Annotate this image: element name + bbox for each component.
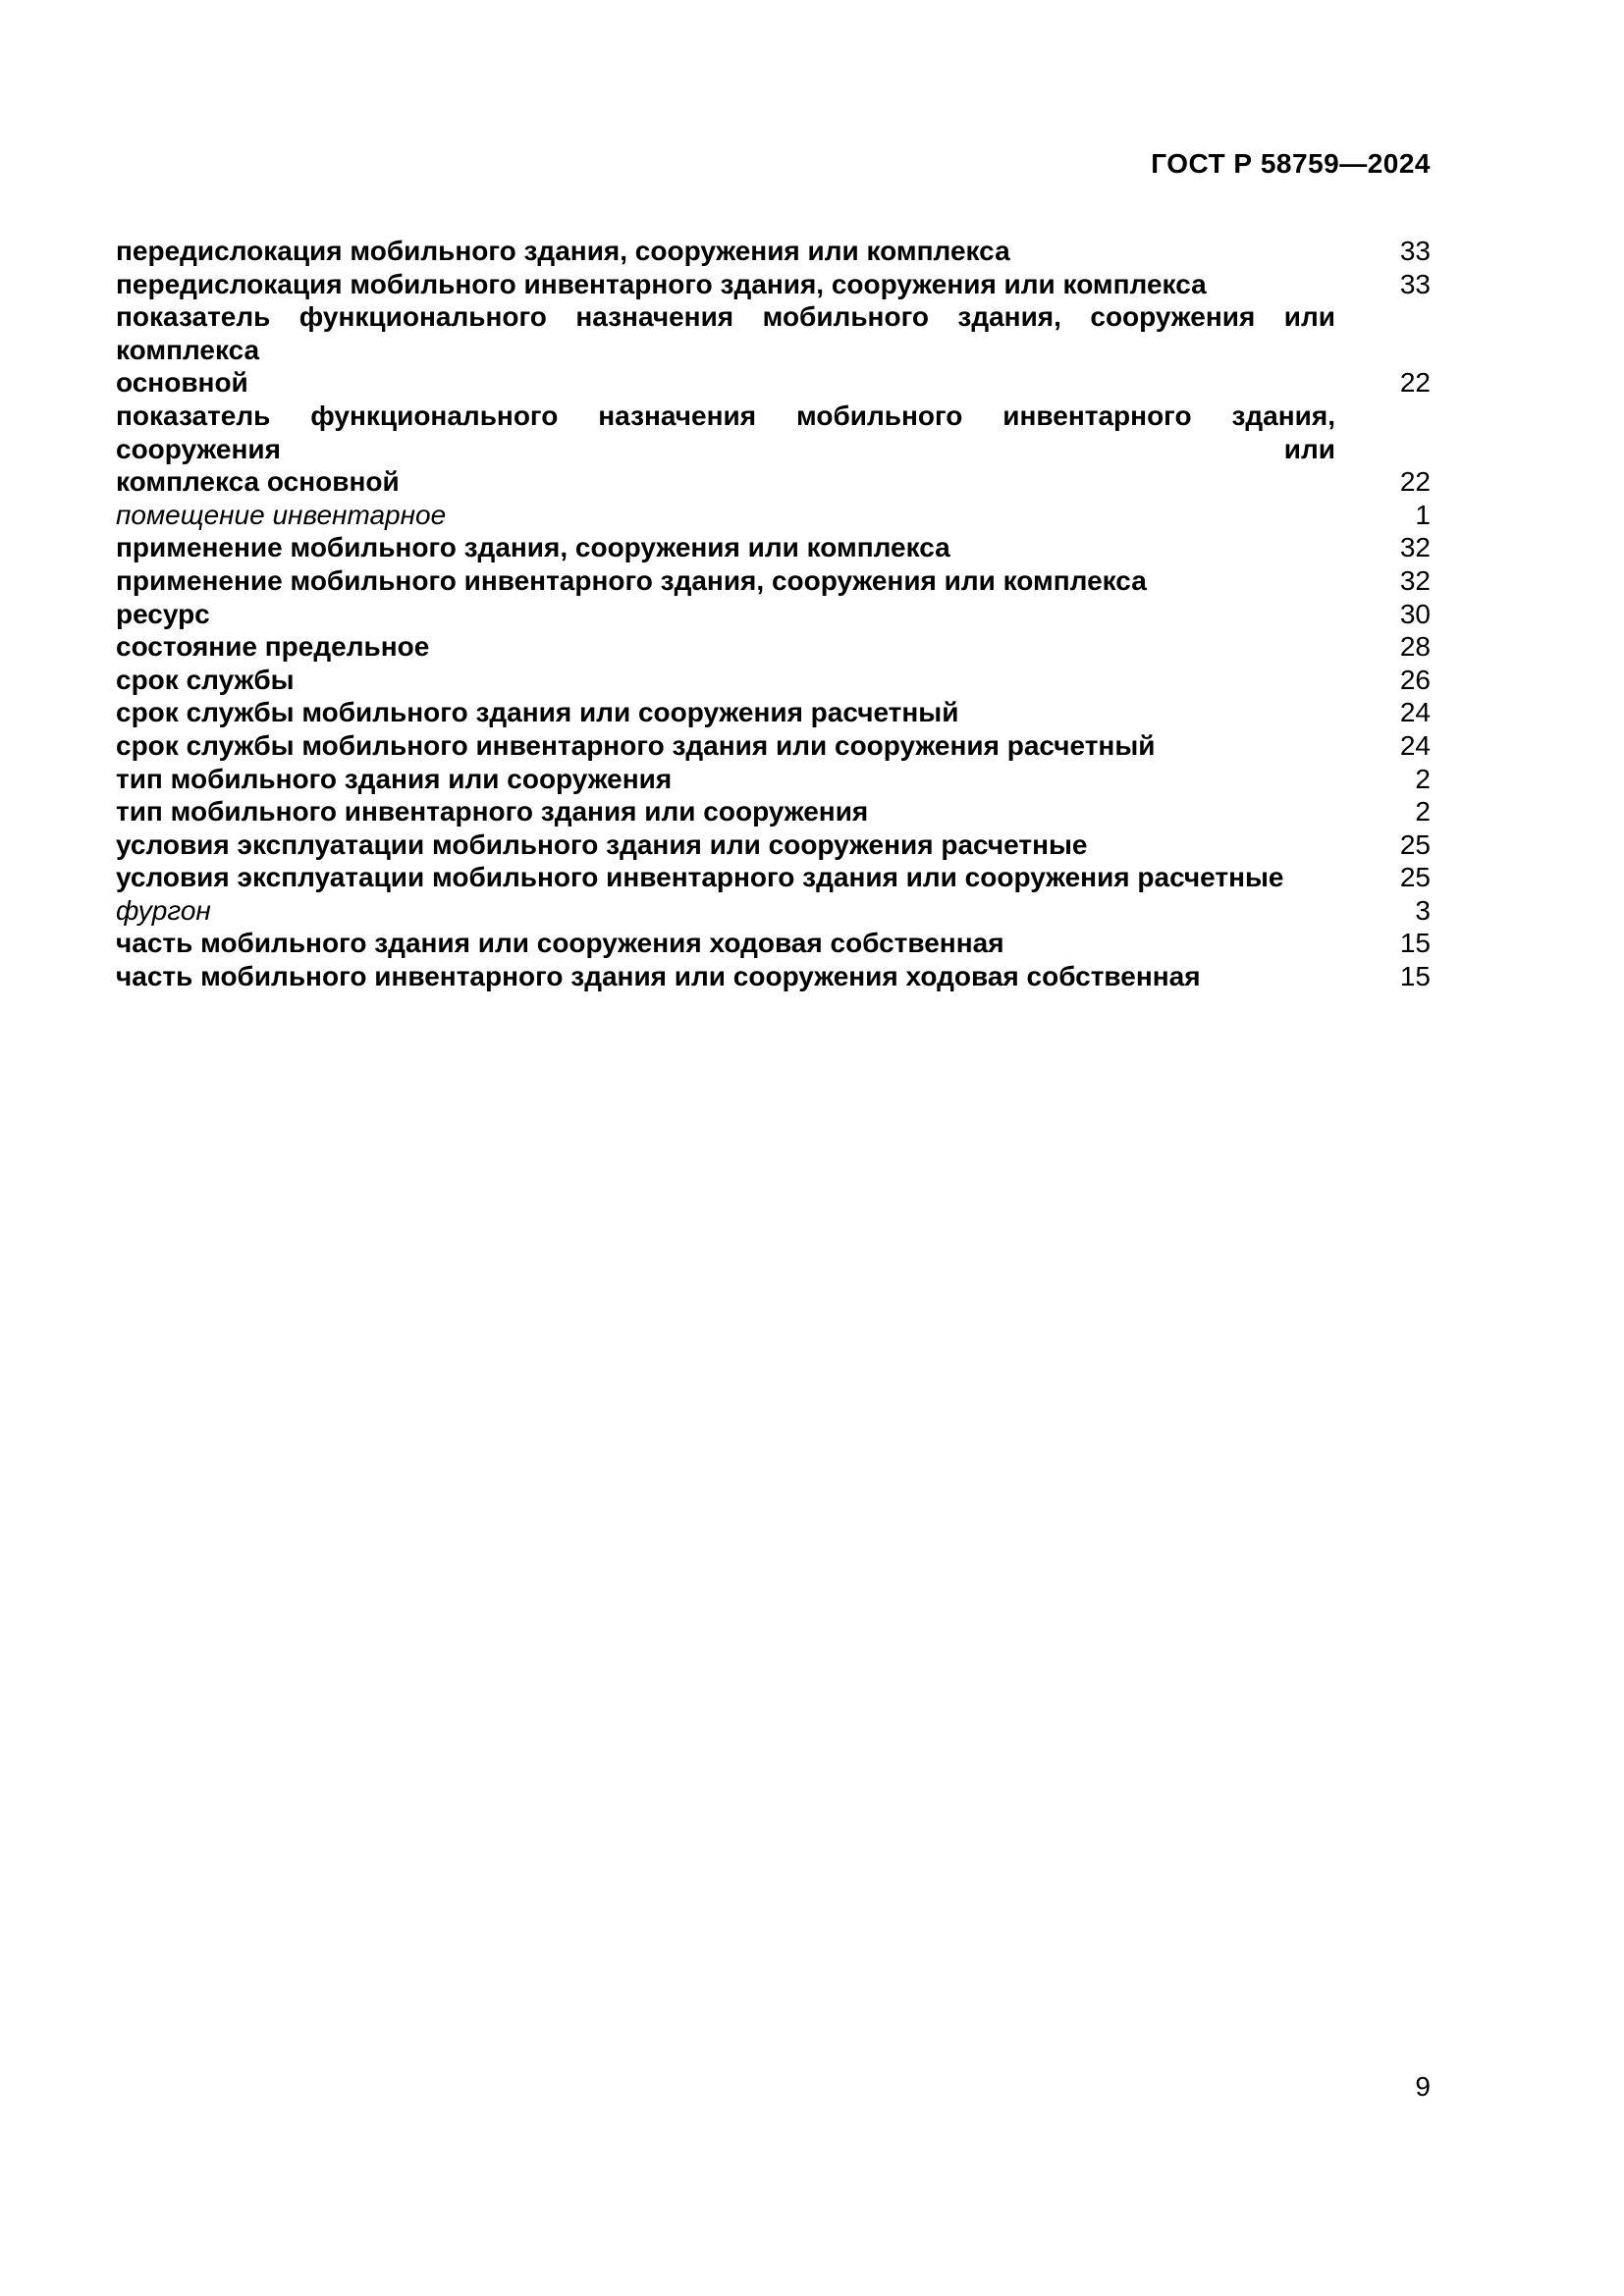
index-entry [116,499,1431,532]
index-entry-lastline [116,664,1431,697]
index-page-ref: 24 [1399,729,1431,761]
index-entry [116,960,1431,993]
index-term: срок службы мобильного инвентарного здания или сооружения расчетный [116,729,1156,761]
index-entry [116,268,1431,301]
index-entry [116,564,1431,598]
index-entry-lastline [116,598,1431,631]
index-entry [116,630,1431,664]
index-term: часть мобильного здания или сооружения ходовая собственная [116,928,1004,959]
index-page-ref: 24 [1399,697,1431,728]
index-page-ref: 33 [1399,236,1431,266]
index-entry-lastline [116,795,1431,828]
index-entry-lastline [116,268,1431,301]
index-entry-lastline [116,630,1431,664]
index-entry-lastline [116,696,1431,729]
index-page-ref: 15 [1399,961,1431,992]
index-entry-lastline [116,366,1431,400]
index-page-ref: 25 [1399,862,1431,893]
index-entry-lastline [116,763,1431,796]
index-entry-lastline [116,531,1431,564]
index-term: передислокация мобильного инвентарного здания, сооружения или комплекса [116,268,1207,299]
index-page-ref: 15 [1399,928,1431,959]
index-term: условия эксплуатации мобильного здания или сооружения расчетные [116,828,1088,860]
index-page-ref: 2 [1415,796,1431,828]
index-entry-lastline [116,564,1431,598]
index-entry-lastline [116,861,1431,894]
index-entry [116,235,1431,268]
index-term: условия эксплуатации мобильного инвентарного здания или сооружения расчетные [116,862,1284,893]
index-page-ref: 22 [1399,466,1431,498]
index-page-ref: 22 [1399,367,1431,399]
index-entry [116,300,1431,400]
index-term: фургон [116,894,211,926]
index-page-ref: 32 [1399,532,1431,563]
index-entry-lastline [116,894,1431,928]
page-number: 9 [1415,2071,1431,2102]
index-page-ref: 33 [1399,268,1431,299]
index-page-ref: 26 [1399,664,1431,695]
index-entry-lastline [116,828,1431,862]
index-page-ref: 1 [1415,499,1431,530]
index-list [116,235,1431,993]
index-entry-lastline [116,235,1431,268]
index-page-ref: 2 [1415,763,1431,794]
index-entry-lastline [116,729,1431,763]
index-entry [116,729,1431,763]
index-term: помещение инвентарное [116,499,447,530]
index-term: основной [116,367,248,399]
index-term: комплекса основной [116,466,400,498]
index-term: применение мобильного здания, сооружения или комплекса [116,532,950,563]
index-term: тип мобильного инвентарного здания или сооружения [116,796,869,828]
index-entry [116,598,1431,631]
index-entry [116,763,1431,796]
index-entry [116,664,1431,697]
index-term: ресурс [116,598,210,629]
index-entry [116,894,1431,928]
document-header: ГОСТ Р 58759—2024 [1151,148,1431,179]
index-entry [116,696,1431,729]
index-entry-line: показатель функционального назначения мобильного инвентарного здания, сооружения или [116,400,1335,464]
index-page-ref: 25 [1399,828,1431,860]
index-term: срок службы мобильного здания или сооружения расчетный [116,697,959,728]
index-entry [116,927,1431,960]
index-page-ref: 30 [1399,598,1431,629]
index-entry-line: показатель функционального назначения мобильного здания, сооружения или комплекса [116,301,1335,365]
index-term: часть мобильного инвентарного здания или сооружения ходовая собственная [116,961,1201,992]
index-entry-lastline [116,465,1431,499]
index-term: состояние предельное [116,631,430,663]
index-entry-lastline [116,927,1431,960]
index-page-ref: 3 [1415,894,1431,926]
index-entry [116,828,1431,862]
index-term: применение мобильного инвентарного здания, сооружения или комплекса [116,564,1147,596]
index-entry-lastline [116,960,1431,993]
index-entry [116,861,1431,894]
index-page-ref: 28 [1399,631,1431,663]
index-page-ref: 32 [1399,564,1431,596]
index-entry [116,795,1431,828]
index-term: срок службы [116,664,295,695]
index-entry [116,400,1431,499]
index-entry [116,531,1431,564]
index-term: тип мобильного здания или сооружения [116,763,673,794]
index-entry-lastline [116,499,1431,532]
index-term: передислокация мобильного здания, сооружения или комплекса [116,236,1010,266]
